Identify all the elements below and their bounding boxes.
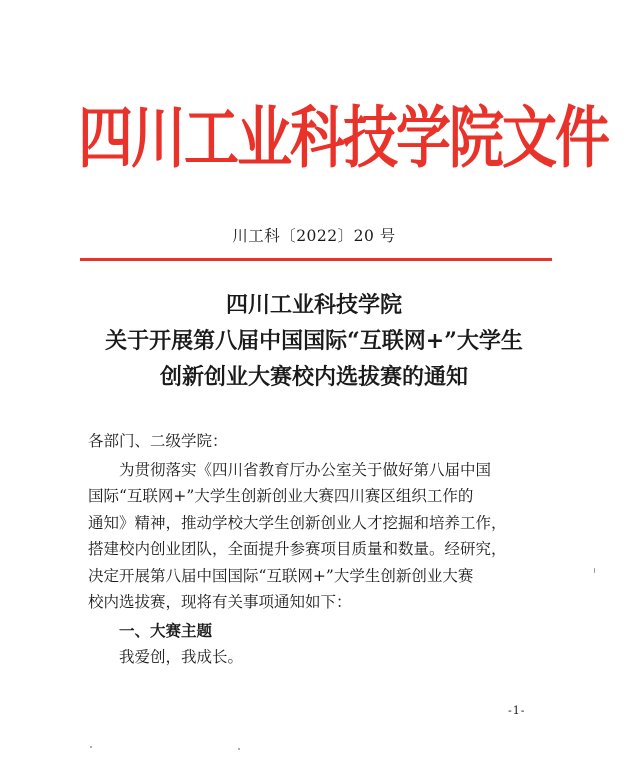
body-line: 校内选拔赛，现将有关事项通知如下：: [88, 593, 352, 611]
scan-speck: [90, 746, 92, 748]
scan-speck: [594, 568, 595, 573]
red-divider-line: [80, 258, 552, 261]
notice-title-line-3: 创新创业大赛校内选拔赛的通知: [159, 364, 468, 390]
document-number: 川工科〔2022〕20 号: [232, 227, 396, 245]
document-header-title: 四川工业科技学院文件: [78, 98, 609, 178]
body-line: 通知》精神，推动学校大学生创新创业人才挖掘和培养工作，: [88, 513, 507, 532]
body-line: 为贯彻落实《四川省教育厅办公室关于做好第八届中国: [119, 460, 492, 479]
page-number: -1-: [508, 704, 526, 717]
body-line: 国际“互联网+”大学生创新创业大赛四川赛区组织工作的: [88, 487, 474, 505]
document-body: [88, 428, 543, 671]
body-line: 决定开展第八届中国国际“互联网+”大学生创新创业大赛: [88, 566, 474, 585]
scan-speck: [238, 748, 240, 750]
section-content: 我爱创，我成长。: [119, 648, 244, 666]
notice-title-line-1: 四川工业科技学院: [225, 292, 402, 318]
salutation: 各部门、二级学院：: [88, 432, 228, 450]
notice-title-line-2: 关于开展第八届中国国际“互联网+”大学生: [105, 328, 523, 354]
body-line: 搭建校内创业团队，全面提升参赛项目质量和数量。经研究，: [88, 540, 507, 558]
section-heading: 一、大赛主题: [119, 621, 213, 640]
body-paragraph: [88, 457, 543, 616]
